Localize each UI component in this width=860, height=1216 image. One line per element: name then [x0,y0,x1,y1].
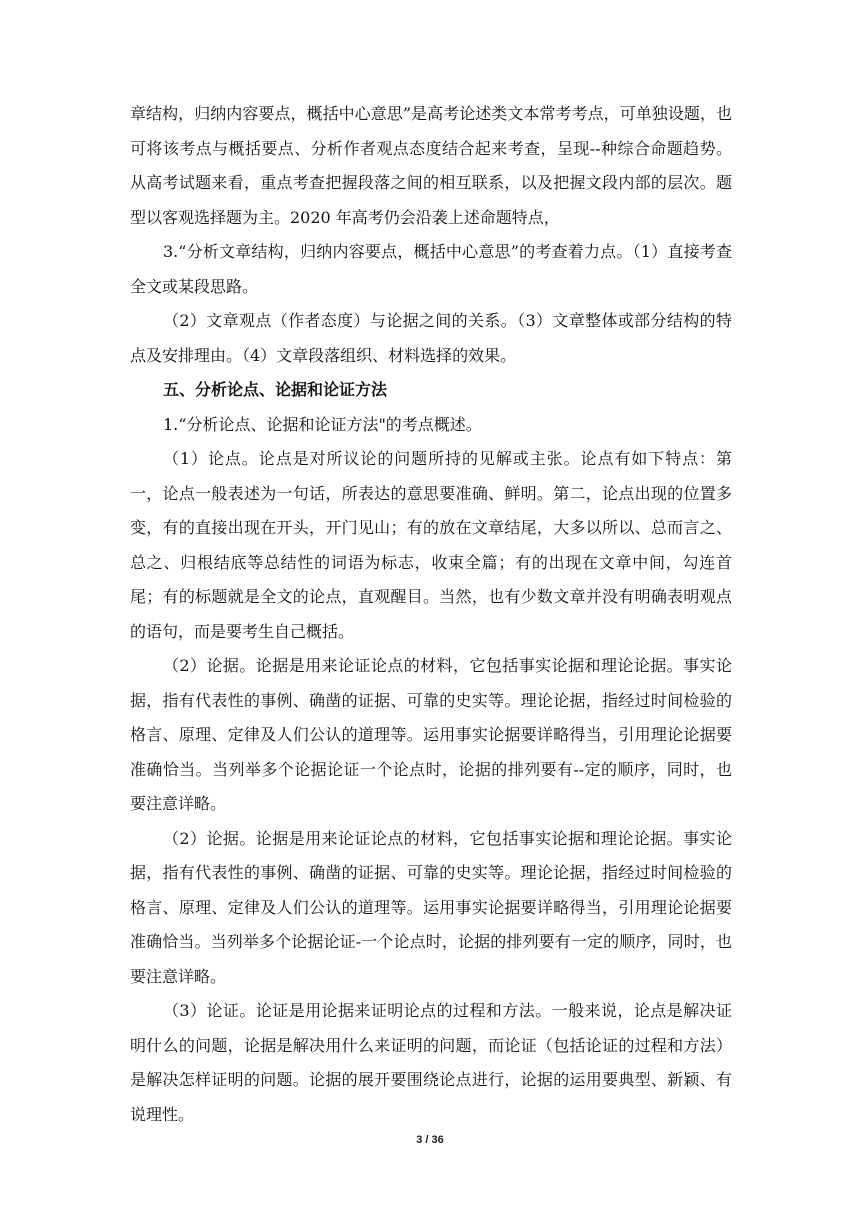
paragraph-structure-overview: 章结构，归纳内容要点，概括中心意思”是高考论述类文本常考考点，可单独设题，也可将该考点与概括要点、分析作者观点态度结合起来考查，呈现--种综合命题趋势。从高考试题来看，重点考查把握段落之间的相互联系，以及把握文段内部的层次。题型以客观选择题为主。2020 年高考仍会沿袭上述命题特点， [130,104,732,227]
paragraph-focus-points-continued: （2）文章观点（作者态度）与论据之间的关系。（3）文章整体或部分结构的特点及安排理由。（4）文章段落组织、材料选择的效果。 [130,311,732,365]
paragraph-thesis: （1）论点。论点是对所议论的问题所持的见解或主张。论点有如下特点：第一，论点一般表述为一句话，所表达的意思要准确、鲜明。第二，论点出现的位置多变，有的直接出现在开头，开门见山；有的放在文章结尾，大多以所以、总而言之、总之、归根结底等总结性的词语为标志，收束全篇；有的出现在文章中间，勾连首尾；有的标题就是全文的论点，直观醒目。当然，也有少数文章并没有明确表明观点的语句，而是要考生自己概括。 [130,449,732,641]
paragraph-evidence: （2）论据。论据是用来论证论点的材料，它包括事实论据和理论论据。事实论据，指有代表性的事例、确凿的证据、可靠的史实等。理论论据，指经过时间检验的格言、原理、定律及人们公认的道理等。运用事实论据要详略得当，引用理论论据要准确恰当。当列举多个论据论证一个论点时，论据的排列要有--定的顺序，同时，也要注意详略。 [130,656,732,813]
paragraph-focus-points: 3.“分析文章结构，归纳内容要点，概括中心意思”的考查着力点。（1）直接考查全文或某段思路。 [130,242,732,296]
paragraph-arguments-overview: 1.“分析论点、论据和论证方法"的考点概述。 [163,414,482,434]
paragraph-argumentation: （3）论证。论证是用论据来证明论点的过程和方法。一般来说，论点是解决证明什么的问题，论据是解决用什么来证明的问题，而论证（包括论证的过程和方法）是解决怎样证明的问题。论据的展开要围绕论点进行，论据的运用要典型、新颖、有说理性。 [130,1001,732,1124]
section-heading-arguments: 五、分析论点、论据和论证方法 [163,380,388,399]
paragraph-evidence-repeat: （2）论据。论据是用来论证论点的材料，它包括事实论据和理论论据。事实论据，指有代表性的事例、确凿的证据、可靠的史实等。理论论据，指经过时间检验的格言、原理、定律及人们公认的道理等。运用事实论据要详略得当，引用理论论据要准确恰当。当列举多个论据论证-一个论点时，论据的排列要有一定的顺序，同时，也要注意详略。 [130,828,732,986]
page-number: 3 / 36 [416,1134,444,1146]
document-body [130,97,732,1132]
